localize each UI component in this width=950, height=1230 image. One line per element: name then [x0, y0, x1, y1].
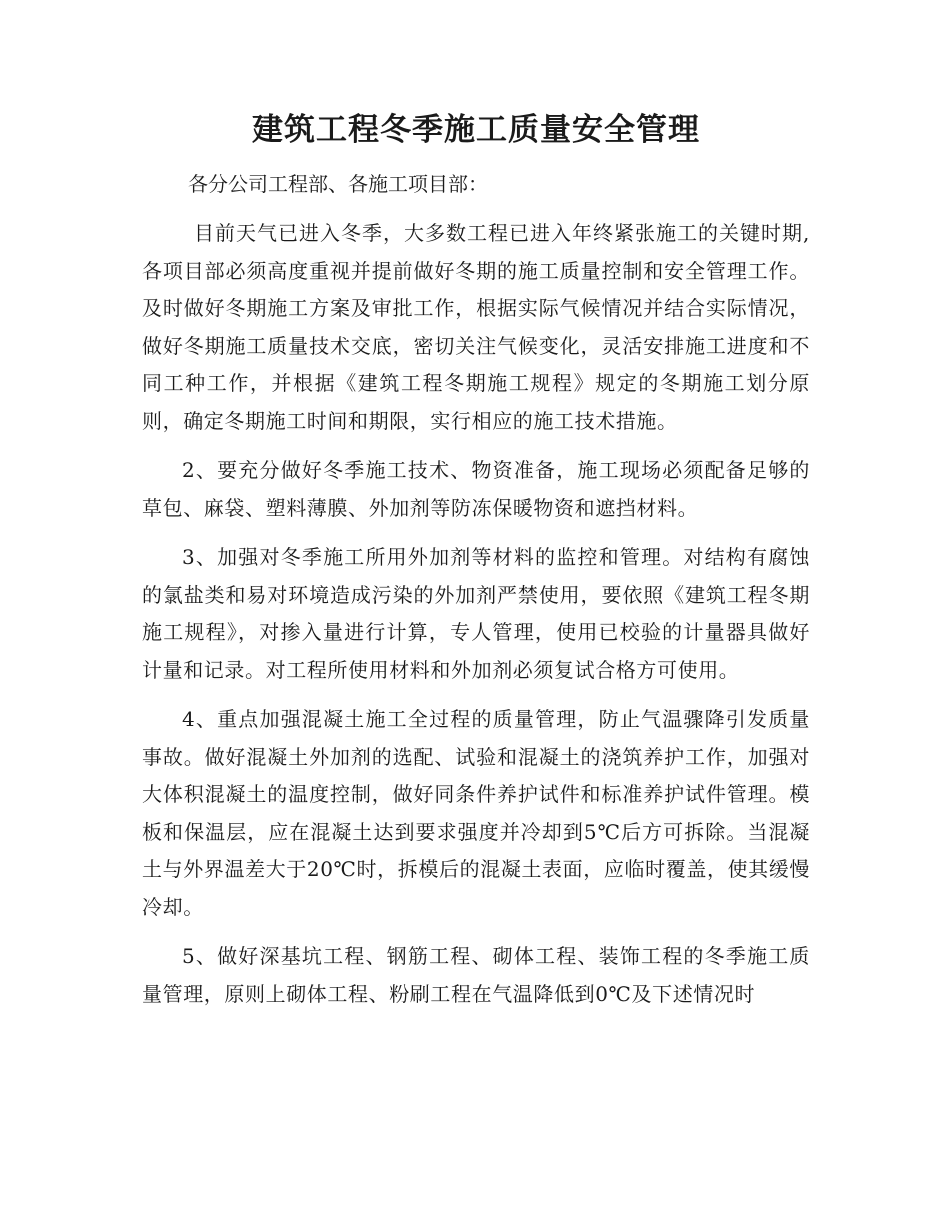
paragraph-4: 4、重点加强混凝土施工全过程的质量管理，防止气温骤降引发质量事故。做好混凝土外加剂的选配、试验和混凝土的浇筑养护工作，加强对大体积混凝土的温度控制，做好同条件养护试件和标准养护试件管理。模板和保温层，应在混凝土达到要求强度并冷却到5℃后方可拆除。当混凝土与外界温差大于20℃时，拆模后的混凝土表面，应临时覆盖，使其缓慢冷却。	[142, 707, 810, 919]
paragraph-3: 3、加强对冬季施工所用外加剂等材料的监控和管理。对结构有腐蚀的氯盐类和易对环境造成污染的外加剂严禁使用，要依照《建筑工程冬期施工规程》，对掺入量进行计算，专人管理，使用已校验的计量器具做好计量和记录。对工程所使用材料和外加剂必须复试合格方可使用。	[142, 545, 810, 682]
paragraph-intro: 目前天气已进入冬季，大多数工程已进入年终紧张施工的关键时期,各项目部必须高度重视并提前做好冬期的施工质量控制和安全管理工作。及时做好冬期施工方案及审批工作，根据实际气候情况并结合实际情况，做好冬期施工质量技术交底，密切关注气候变化，灵活安排施工进度和不同工种工作，并根据《建筑工程冬期施工规程》规定的冬期施工划分原则，确定冬期施工时间和期限，实行相应的施工技术措施。	[142, 221, 810, 433]
document-page	[142, 108, 810, 1025]
paragraph-5: 5、做好深基坑工程、钢筋工程、砌体工程、装饰工程的冬季施工质量管理，原则上砌体工程、粉刷工程在气温降低到0℃及下述情况时	[142, 944, 810, 1006]
paragraph-2: 2、要充分做好冬季施工技术、物资准备，施工现场必须配备足够的草包、麻袋、塑料薄膜、外加剂等防冻保暖物资和遮挡材料。	[142, 458, 810, 520]
document-title: 建筑工程冬季施工质量安全管理	[252, 112, 700, 148]
salutation: 各分公司工程部、各施工项目部：	[188, 172, 488, 196]
